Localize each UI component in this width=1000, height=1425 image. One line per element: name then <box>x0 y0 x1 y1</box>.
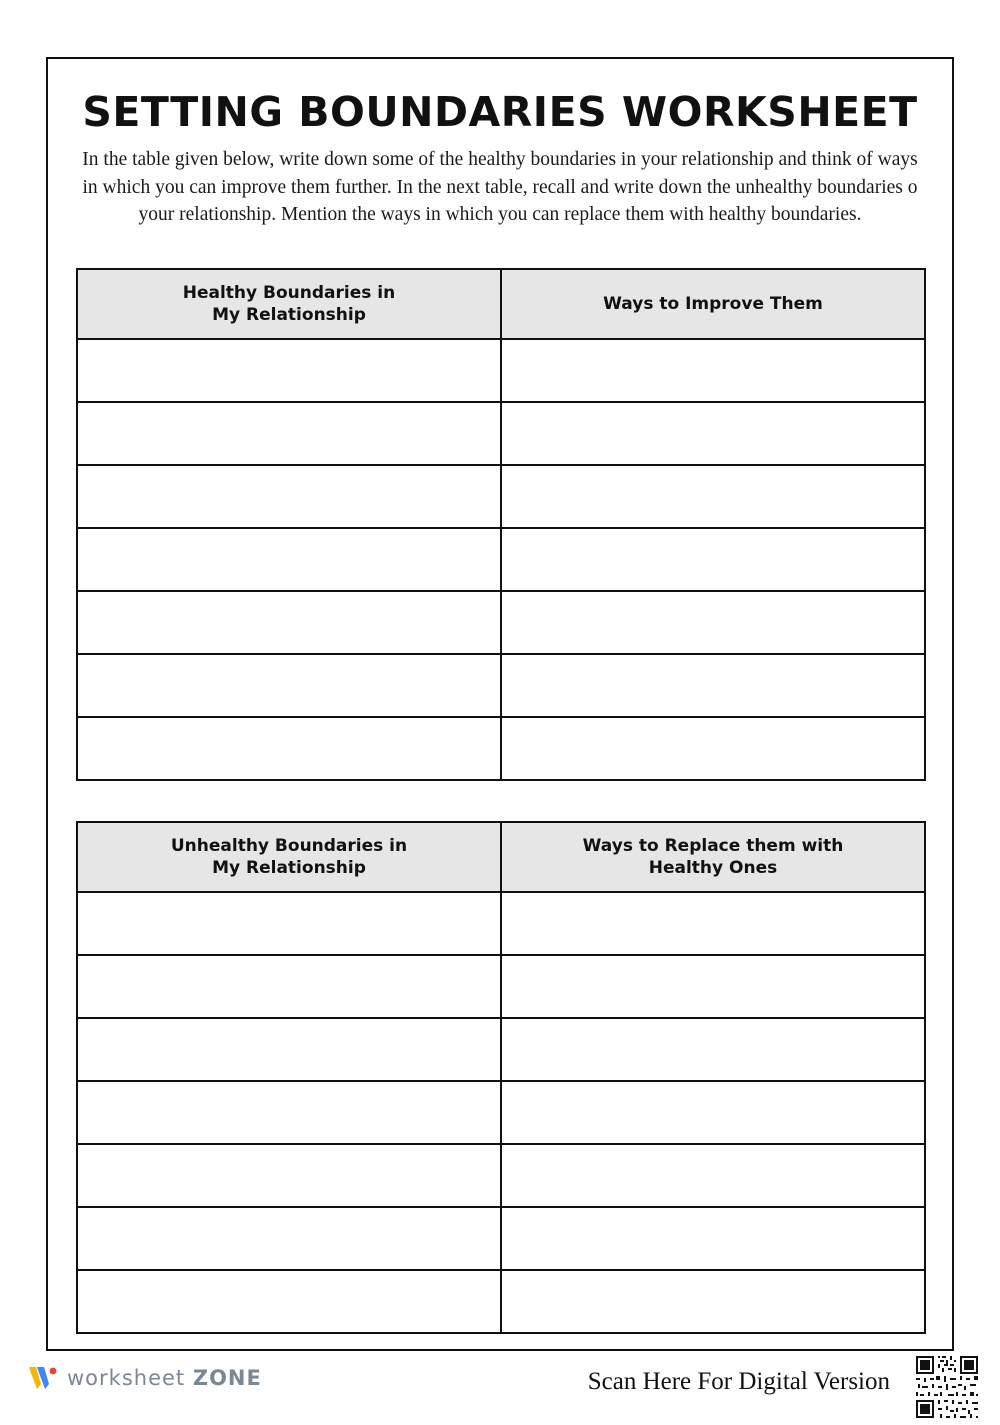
scan-label: Scan Here For Digital Version <box>587 1368 890 1395</box>
entry-cell-unhealthy-1[interactable] <box>77 892 501 955</box>
table-row <box>77 1270 925 1333</box>
entry-cell-improve-2[interactable] <box>501 402 925 465</box>
worksheet-header <box>76 88 924 229</box>
entry-cell-healthy-4[interactable] <box>77 528 501 591</box>
table-row <box>77 955 925 1018</box>
healthy-boundaries-table-container <box>76 268 926 781</box>
entry-cell-improve-7[interactable] <box>501 717 925 780</box>
entry-cell-replace-5[interactable] <box>501 1144 925 1207</box>
entry-cell-healthy-5[interactable] <box>77 591 501 654</box>
table-row <box>77 1144 925 1207</box>
brand-name-bold: ZONE <box>192 1366 262 1390</box>
brand-name <box>67 1366 262 1390</box>
table-row <box>77 1207 925 1270</box>
entry-cell-replace-1[interactable] <box>501 892 925 955</box>
entry-cell-replace-7[interactable] <box>501 1270 925 1333</box>
column-header-line-2: Healthy Ones <box>648 858 778 879</box>
entry-cell-healthy-3[interactable] <box>77 465 501 528</box>
entry-cell-replace-2[interactable] <box>501 955 925 1018</box>
entry-cell-unhealthy-5[interactable] <box>77 1144 501 1207</box>
table-row <box>77 528 925 591</box>
entry-cell-replace-4[interactable] <box>501 1081 925 1144</box>
entry-cell-improve-6[interactable] <box>501 654 925 717</box>
column-header-ways-to-replace <box>501 822 925 892</box>
entry-cell-improve-1[interactable] <box>501 339 925 402</box>
table-row <box>77 591 925 654</box>
entry-cell-unhealthy-7[interactable] <box>77 1270 501 1333</box>
table-row <box>77 892 925 955</box>
column-header-line-1: Ways to Replace them with <box>582 836 844 856</box>
entry-cell-healthy-6[interactable] <box>77 654 501 717</box>
column-header-line-1: Healthy Boundaries in <box>182 283 396 303</box>
table-row <box>77 339 925 402</box>
instructions-text: In the table given below, write down some of the healthy boundaries in your relationship and think of ways in which you can improve them further. In the next table, recall and write down the unhealthy boundaries o your relationship. Mention the ways in which you can replace them with healthy boundaries. <box>82 149 918 226</box>
unhealthy-boundaries-table <box>76 821 926 1334</box>
table-row <box>77 465 925 528</box>
table-row <box>77 402 925 465</box>
entry-cell-unhealthy-4[interactable] <box>77 1081 501 1144</box>
entry-cell-replace-6[interactable] <box>501 1207 925 1270</box>
worksheet-zone-logo[interactable] <box>28 1364 262 1392</box>
column-header-line-2: My Relationship <box>212 858 366 879</box>
column-header-unhealthy-boundaries <box>77 822 501 892</box>
page-footer <box>0 1360 1000 1415</box>
column-header-healthy-boundaries <box>77 269 501 339</box>
worksheet-zone-mark-icon <box>28 1364 58 1392</box>
unhealthy-boundaries-table-container <box>76 821 926 1334</box>
table-header-row <box>77 269 925 339</box>
column-header-line-1: Unhealthy Boundaries in <box>170 836 408 856</box>
column-header-ways-to-improve <box>501 269 925 339</box>
entry-cell-improve-5[interactable] <box>501 591 925 654</box>
table-header-row <box>77 822 925 892</box>
entry-cell-healthy-7[interactable] <box>77 717 501 780</box>
table-row <box>77 717 925 780</box>
entry-cell-healthy-2[interactable] <box>77 402 501 465</box>
table-row <box>77 1081 925 1144</box>
entry-cell-unhealthy-3[interactable] <box>77 1018 501 1081</box>
entry-cell-replace-3[interactable] <box>501 1018 925 1081</box>
table-row <box>77 1018 925 1081</box>
healthy-boundaries-table <box>76 268 926 781</box>
column-header-line-1: Ways to Improve Them <box>603 294 823 315</box>
entry-cell-unhealthy-2[interactable] <box>77 955 501 1018</box>
table-row <box>77 654 925 717</box>
column-header-line-2: My Relationship <box>212 305 366 326</box>
page-title: SETTING BOUNDARIES WORKSHEET <box>82 88 918 136</box>
entry-cell-improve-3[interactable] <box>501 465 925 528</box>
entry-cell-healthy-1[interactable] <box>77 339 501 402</box>
entry-cell-improve-4[interactable] <box>501 528 925 591</box>
qr-code-icon[interactable] <box>914 1354 980 1420</box>
entry-cell-unhealthy-6[interactable] <box>77 1207 501 1270</box>
brand-name-light: worksheet <box>67 1366 186 1390</box>
